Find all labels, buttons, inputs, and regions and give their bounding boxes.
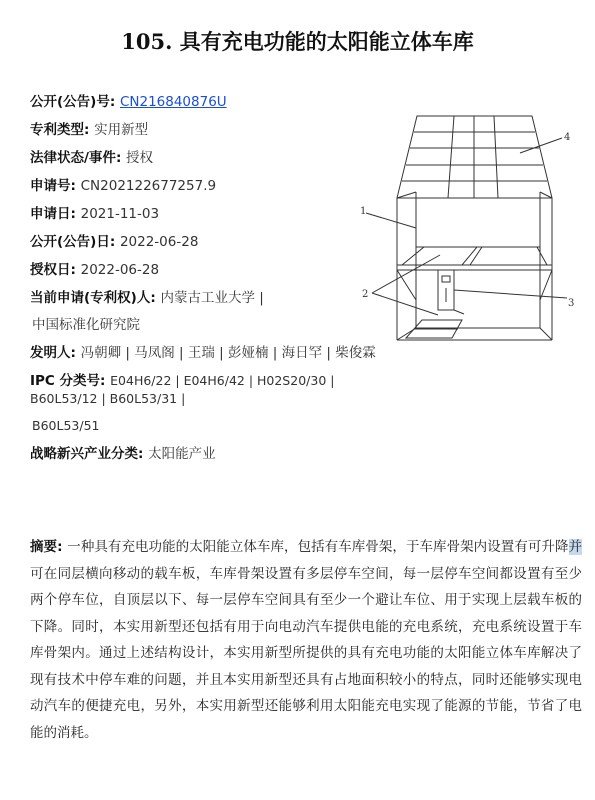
inventors-value: 冯朝卿 | 马凤阁 | 王瑞 | 彭娅楠 | 海日罕 | 柴俊霖	[80, 345, 376, 361]
abstract-label: 摘要	[30, 539, 58, 555]
app-date-row: 申请日: 2021-11-03	[30, 206, 160, 222]
pub-date-row: 公开(公告)日: 2022-06-28	[30, 234, 199, 250]
applicant-label: 当前申请(专利权)人	[30, 290, 151, 306]
app-no-label: 申请号	[30, 178, 71, 194]
pub-date-value: 2022-06-28	[119, 234, 199, 250]
legal-status-row: 法律状态/事件: 授权	[30, 150, 154, 166]
upper-vehicle-plate-right	[470, 247, 547, 265]
app-date-value: 2021-11-03	[80, 206, 160, 222]
figure-label-1: 1	[360, 206, 367, 217]
figure-label-4: 4	[564, 132, 571, 143]
inventors-row: 发明人: 冯朝卿 | 马凤阁 | 王瑞 | 彭娅楠 | 海日罕 | 柴俊霖	[30, 345, 376, 361]
abstract-paragraph: 摘要: 一种具有充电功能的太阳能立体车库，包括有车库骨架，于车库骨架内设置有可升降并可在同层横向移动的载车板，车库骨架设置有多层停车空间，每一层停车空间都设置有至少两个停车位，自顶层以下、每一层停车空间具有至少一个避让车位、用于实现上层载车板的下降。同时，本实用新型还包括有用于向电动汽车提供电能的充电系统，充电系统设置于车库骨架内。通过上述结构设计，本实用新型所提供的具有充电功能的太阳能立体车库解决了现有技术中停车难的问题，并且本实用新型还具有占地面积较小的特点，同时还能够实现电动汽车的便捷充电，另外，本实用新型还能够利用太阳能充电实现了能源的节能，节省了电能的消耗。	[30, 539, 583, 741]
industry-value: 太阳能产业	[148, 446, 216, 462]
pub-no-label: 公开(公告)号	[30, 94, 110, 110]
ipc-label: IPC 分类号	[30, 373, 101, 389]
inventors-label: 发明人	[30, 345, 71, 361]
industry-row: 战略新兴产业分类: 太阳能产业	[30, 446, 216, 462]
pub-no-link[interactable]: CN216840876U	[119, 94, 227, 110]
patent-type-label: 专利类型	[30, 122, 84, 138]
app-date-label: 申请日	[30, 206, 71, 222]
applicant-row: 当前申请(专利权)人: 内蒙古工业大学 | 中国标准化研究院	[30, 289, 380, 334]
ipc-row: IPC 分类号: E04H6/22 | E04H6/42 | H02S20/30 | B60L53/12 | B60L53/31 | B60L53/51	[30, 372, 380, 435]
legal-status-label: 法律状态/事件	[30, 150, 116, 166]
app-no-row: 申请号: CN202122677257.9	[30, 178, 217, 194]
page-title: 105. 具有充电功能的太阳能立体车库	[121, 29, 474, 54]
ipc-value-2: B60L53/51	[32, 418, 100, 433]
abstract-text-after: 可在同层横向移动的载车板，车库骨架设置有多层停车空间，每一层停车空间都设置有至少两个停车位，自顶层以下、每一层停车空间具有至少一个避让车位、用于实现上层载车板的下降。同时，本实用新型还包括有用于向电动汽车提供电能的充电系统，充电系统设置于车库骨架内。通过上述结构设计，本实用新型所提供的具有充电功能的太阳能立体车库解决了现有技术中停车难的问题，并且本实用新型还具有占地面积较小的特点，同时还能够实现电动汽车的便捷充电，另外，本实用新型还能够利用太阳能充电实现了能源的节能，节省了电能的消耗。	[30, 565, 582, 741]
applicant-value-2: 中国标准化研究院	[32, 317, 140, 333]
abstract-highlight[interactable]: 并	[568, 539, 583, 555]
legal-status-value: 授权	[126, 150, 154, 166]
grant-date-row: 授权日: 2022-06-28	[30, 262, 160, 278]
upper-vehicle-plate-left	[402, 247, 477, 265]
applicant-value: 内蒙古工业大学 |	[160, 290, 264, 306]
figure-label-2: 2	[362, 289, 369, 300]
ipc-value: E04H6/22 | E04H6/42 | H02S20/30 | B60L53/12 | B60L53/31 |	[30, 373, 335, 406]
patent-drawing	[352, 110, 587, 360]
pub-no-row: 公开(公告)号: CN216840876U	[30, 94, 227, 110]
pub-date-label: 公开(公告)日	[30, 234, 110, 250]
patent-type-row: 专利类型: 实用新型	[30, 122, 149, 138]
grant-date-label: 授权日	[30, 262, 71, 278]
industry-label: 战略新兴产业分类	[30, 446, 138, 462]
patent-metadata	[30, 93, 380, 473]
app-no-value: CN202122677257.9	[80, 178, 217, 194]
abstract-text-before: 一种具有充电功能的太阳能立体车库，包括有车库骨架，于车库骨架内设置有可升降	[67, 539, 569, 555]
patent-type-value: 实用新型	[94, 122, 149, 138]
figure-label-3: 3	[568, 298, 575, 309]
grant-date-value: 2022-06-28	[80, 262, 160, 278]
